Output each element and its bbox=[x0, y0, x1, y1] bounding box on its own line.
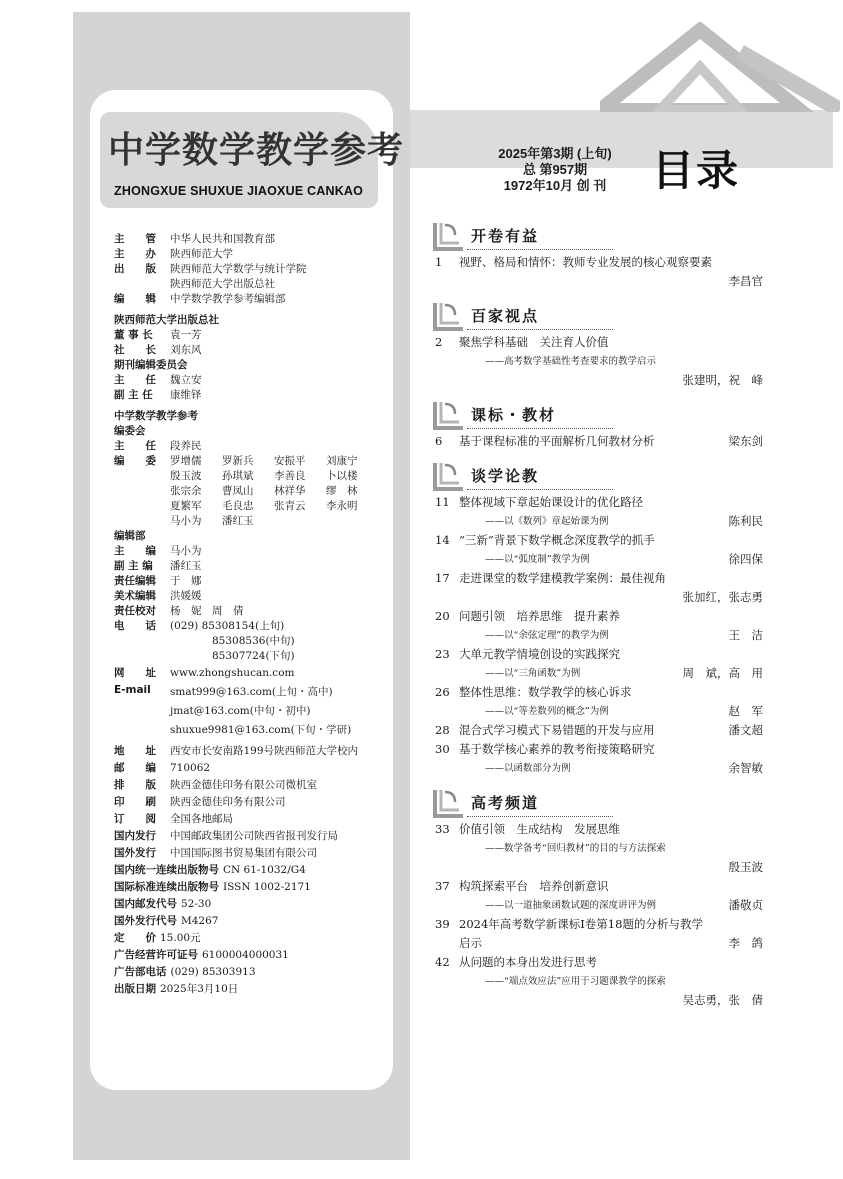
info-heading: 编辑部 bbox=[114, 530, 146, 542]
entry-line bbox=[433, 740, 763, 759]
article-title: 视野、格局和情怀：教师专业发展的核心观察要素 bbox=[459, 255, 712, 269]
info-row bbox=[114, 778, 404, 793]
info-label: 国际标准连续出版物号 bbox=[114, 881, 219, 893]
article-title: 大单元教学情境创设的实践探究 bbox=[459, 647, 620, 661]
info-row bbox=[114, 373, 404, 388]
article-author: 王 洁 bbox=[728, 628, 763, 642]
phone-line: 85308536(中旬) bbox=[212, 635, 295, 647]
page-number: 17 bbox=[435, 571, 450, 585]
info-value: 中国国际图书贸易集团有限公司 bbox=[170, 847, 317, 859]
info-value: www.zhongshucan.com bbox=[170, 667, 295, 679]
article-author: 殷玉波 bbox=[728, 860, 763, 874]
page-number: 2 bbox=[435, 335, 443, 349]
page-number: 28 bbox=[435, 723, 450, 737]
info-value: 陕西师范大学 bbox=[170, 248, 233, 260]
info-label: 排 版 bbox=[114, 779, 156, 791]
info-heading: 陕西师范大学出版总社 bbox=[114, 314, 219, 326]
article-title-cont: 启示 bbox=[459, 936, 482, 950]
committee-member: 殷玉波 bbox=[170, 470, 202, 482]
info-heading: 期刊编辑委员会 bbox=[114, 359, 188, 371]
info-label: 出 版 bbox=[114, 263, 156, 275]
entry-line bbox=[433, 569, 763, 588]
committee-member: 缪 林 bbox=[326, 485, 358, 497]
subtitle-text: ——以“等差数列的概念”为例 bbox=[485, 706, 609, 717]
info-row bbox=[114, 343, 404, 358]
article-author: 潘敬贞 bbox=[728, 898, 763, 912]
article-subtitle bbox=[433, 550, 763, 569]
page-number: 33 bbox=[435, 822, 450, 836]
entry-line bbox=[433, 432, 763, 451]
committee-member: 罗增儒 bbox=[170, 455, 202, 467]
info-row bbox=[114, 812, 404, 827]
section-name: 开卷有益 bbox=[471, 227, 540, 245]
section-icon bbox=[433, 400, 465, 430]
toc-entry[interactable] bbox=[433, 333, 763, 390]
info-row bbox=[114, 277, 404, 292]
toc-entry[interactable] bbox=[433, 493, 763, 531]
info-value: 于 娜 bbox=[170, 575, 202, 587]
committee-member: 罗新兵 bbox=[222, 455, 254, 467]
section-icon bbox=[433, 221, 465, 251]
committee-member: 安振平 bbox=[274, 455, 306, 467]
article-author: 周 斌，高 用 bbox=[682, 666, 763, 680]
info-row bbox=[114, 863, 404, 878]
info-label: 董 事 长 bbox=[114, 329, 153, 341]
committee-row bbox=[114, 454, 404, 529]
article-title: 2024年高考数学新课标Ⅰ卷第18题的分析与教学 bbox=[459, 917, 703, 931]
info-row bbox=[114, 604, 404, 619]
web-row bbox=[114, 666, 404, 681]
info-value: 15.00元 bbox=[160, 932, 201, 944]
info-value: 康维铎 bbox=[170, 389, 202, 401]
info-label: 主 管 bbox=[114, 233, 156, 245]
entry-line bbox=[433, 934, 763, 953]
entry-line bbox=[433, 333, 763, 352]
phone-line: 85307724(下旬) bbox=[212, 650, 295, 662]
info-row bbox=[114, 982, 404, 997]
info-row bbox=[114, 439, 404, 454]
subtitle-text: ——数学备考“回归教材”的目的与方法探索 bbox=[485, 843, 666, 854]
article-title: 价值引领 生成结构 发展思维 bbox=[459, 822, 620, 836]
info-label bbox=[114, 277, 170, 292]
info-row bbox=[114, 965, 404, 980]
committee-member: 孙琪斌 bbox=[222, 470, 254, 482]
section-divider bbox=[467, 816, 613, 817]
section-icon bbox=[433, 461, 465, 491]
info-value: 陕西金德佳印务有限公司 bbox=[170, 796, 286, 808]
info-row bbox=[114, 914, 404, 929]
committee-member: 李永明 bbox=[326, 500, 358, 512]
info-label: 国内发行 bbox=[114, 830, 156, 842]
email-line: shuxue9981@163.com(下旬・学研) bbox=[170, 724, 352, 736]
article-author: 李昌官 bbox=[728, 274, 763, 288]
info-value: 陕西师范大学数学与统计学院 bbox=[170, 263, 307, 275]
info-label: 责任校对 bbox=[114, 605, 156, 617]
page-number: 26 bbox=[435, 685, 450, 699]
entry-line bbox=[433, 721, 763, 740]
info-row bbox=[114, 744, 404, 759]
entry-line bbox=[433, 683, 763, 702]
subtitle-text: ——以“弧度制”教学为例 bbox=[485, 554, 590, 565]
info-label: 主 办 bbox=[114, 248, 156, 260]
article-author: 徐四保 bbox=[728, 552, 763, 566]
info-row bbox=[114, 829, 404, 844]
phone-values bbox=[170, 619, 295, 664]
issue-info bbox=[475, 146, 635, 194]
section-heading bbox=[433, 786, 763, 820]
info-row bbox=[114, 880, 404, 895]
toc-entry[interactable] bbox=[433, 953, 763, 1010]
section-heading bbox=[433, 299, 763, 333]
journal-latin-name: ZHONGXUE SHUXUE JIAOXUE CANKAO bbox=[114, 184, 364, 198]
info-label: 副 主 编 bbox=[114, 560, 153, 572]
article-title: 走进课堂的数学建模教学案例：最佳视角 bbox=[459, 571, 666, 585]
info-label: 电 话 bbox=[114, 620, 156, 632]
section-name: 高考频道 bbox=[471, 794, 540, 812]
article-title: 聚焦学科基础 关注育人价值 bbox=[459, 335, 609, 349]
article-subtitle bbox=[433, 839, 763, 858]
info-value: 中学数学教学参考编辑部 bbox=[170, 293, 286, 305]
toc-entry[interactable] bbox=[433, 820, 763, 877]
info-value: 中华人民共和国教育部 bbox=[170, 233, 275, 245]
info-value: 刘东风 bbox=[170, 344, 202, 356]
info-value: 袁一芳 bbox=[170, 329, 202, 341]
info-value: 中国邮政集团公司陕西省报刊发行局 bbox=[170, 830, 338, 842]
info-row bbox=[114, 292, 404, 307]
entry-line bbox=[433, 607, 763, 626]
entry-line bbox=[433, 953, 763, 972]
subtitle-text: ——高考数学基础性考查要求的教学启示 bbox=[485, 356, 657, 367]
entry-line bbox=[433, 915, 763, 934]
info-label: 邮 编 bbox=[114, 762, 156, 774]
info-value: 西安市长安南路199号陕西师范大学校内 bbox=[170, 745, 359, 757]
article-subtitle bbox=[433, 702, 763, 721]
committee-members bbox=[170, 454, 378, 529]
issue-number: 2025年第3期 (上旬) bbox=[498, 146, 612, 161]
subtitle-text: ——以“三角函数”为例 bbox=[485, 668, 581, 679]
article-title: 混合式学习模式下易错题的开发与应用 bbox=[459, 723, 655, 737]
info-label: 地 址 bbox=[114, 745, 156, 757]
info-label: 编 辑 bbox=[114, 293, 156, 305]
info-row bbox=[114, 948, 404, 963]
info-value: ISSN 1002-2171 bbox=[223, 881, 311, 893]
info-value: 52-30 bbox=[181, 898, 212, 910]
article-subtitle bbox=[433, 664, 763, 683]
issue-total: 总 第957期 bbox=[522, 162, 588, 177]
article-title: 问题引领 培养思维 提升素养 bbox=[459, 609, 620, 623]
section-heading bbox=[433, 398, 763, 432]
article-title: 基于课程标准的平面解析几何教材分析 bbox=[459, 434, 655, 448]
info-value: 洪媛媛 bbox=[170, 590, 202, 602]
table-of-contents bbox=[433, 215, 763, 1010]
page-number: 23 bbox=[435, 647, 450, 661]
info-row bbox=[114, 544, 404, 559]
article-subtitle bbox=[433, 626, 763, 645]
article-author: 吴志勇，张 倩 bbox=[682, 993, 763, 1007]
phone-line: (029) 85308154(上旬) bbox=[170, 620, 285, 632]
committee-member: 张宗余 bbox=[170, 485, 202, 497]
article-subtitle bbox=[433, 972, 763, 991]
info-label: 责任编辑 bbox=[114, 575, 156, 587]
toc-entry[interactable] bbox=[433, 607, 763, 645]
email-line: jmat@163.com(中旬・初中) bbox=[170, 705, 311, 717]
info-value: (029) 85303913 bbox=[170, 966, 256, 978]
entry-line bbox=[433, 877, 763, 896]
info-label: 订 阅 bbox=[114, 813, 156, 825]
info-label: 国内统一连续出版物号 bbox=[114, 864, 219, 876]
email-values bbox=[170, 683, 351, 740]
info-value: 杨 妮 周 倩 bbox=[170, 605, 244, 617]
info-row bbox=[114, 328, 404, 343]
committee-member: 夏繁军 bbox=[170, 500, 202, 512]
article-author: 张建明，祝 峰 bbox=[682, 373, 763, 387]
info-row bbox=[114, 247, 404, 262]
info-label: 美术编辑 bbox=[114, 590, 156, 602]
section-divider bbox=[467, 329, 613, 330]
article-author: 赵 军 bbox=[728, 704, 763, 718]
toc-entry[interactable] bbox=[433, 432, 763, 451]
info-label: 印 刷 bbox=[114, 796, 156, 808]
info-row bbox=[114, 232, 404, 247]
article-title: 整体性思维：数学教学的核心诉求 bbox=[459, 685, 632, 699]
subtitle-text: ——以“余弦定理”的教学为例 bbox=[485, 630, 609, 641]
entry-line bbox=[433, 493, 763, 512]
entry-line bbox=[433, 531, 763, 550]
section-divider bbox=[467, 249, 613, 250]
info-label: 副 主 任 bbox=[114, 389, 153, 401]
info-value: 陕西金德佳印务有限公司微机室 bbox=[170, 779, 317, 791]
page-number: 37 bbox=[435, 879, 450, 893]
info-label: 国外发行 bbox=[114, 847, 156, 859]
article-author: 张加红，张志勇 bbox=[682, 590, 763, 604]
info-row bbox=[114, 559, 404, 574]
info-row bbox=[114, 761, 404, 776]
section-divider bbox=[467, 489, 613, 490]
info-heading: 中学数学教学参考 bbox=[114, 410, 198, 422]
article-subtitle bbox=[433, 896, 763, 915]
info-row bbox=[114, 795, 404, 810]
toc-entry[interactable] bbox=[433, 740, 763, 778]
page-number: 42 bbox=[435, 955, 450, 969]
phone-row bbox=[114, 619, 404, 664]
info-value: 段养民 bbox=[170, 440, 202, 452]
page-number: 20 bbox=[435, 609, 450, 623]
info-label: 主 任 bbox=[114, 374, 156, 386]
info-row bbox=[114, 589, 404, 604]
info-label: 主 任 bbox=[114, 440, 156, 452]
entry-line bbox=[433, 253, 763, 272]
section-name: 课标・教材 bbox=[471, 406, 557, 424]
info-row bbox=[114, 931, 404, 946]
article-title: 整体视域下章起始课设计的优化路径 bbox=[459, 495, 643, 509]
info-value: 陕西师范大学出版总社 bbox=[170, 278, 275, 290]
article-title: 构筑探索平台 培养创新意识 bbox=[459, 879, 609, 893]
section-divider bbox=[467, 428, 613, 429]
page-number: 6 bbox=[435, 434, 443, 448]
article-author: 陈利民 bbox=[728, 514, 763, 528]
info-label: E-mail bbox=[114, 684, 151, 696]
section-name: 百家视点 bbox=[471, 307, 540, 325]
section-icon bbox=[433, 301, 465, 331]
article-author: 梁东剑 bbox=[728, 434, 763, 448]
info-label: 主 编 bbox=[114, 545, 156, 557]
toc-title: 目录 bbox=[652, 146, 741, 195]
section-heading bbox=[433, 219, 763, 253]
committee-member: 林祥华 bbox=[274, 485, 306, 497]
committee-member: 曹凤山 bbox=[222, 485, 254, 497]
article-author: 余智敏 bbox=[728, 761, 763, 775]
committee-member: 张青云 bbox=[274, 500, 306, 512]
info-label: 编 委 bbox=[114, 455, 156, 467]
subtitle-text: ——以《数列》章起始课为例 bbox=[485, 516, 609, 527]
info-label: 定 价 bbox=[114, 932, 156, 944]
masthead-info bbox=[114, 232, 404, 997]
committee-member: 刘康宁 bbox=[326, 455, 358, 467]
subtitle-text: ——以函数部分为例 bbox=[485, 763, 571, 774]
toc-entry[interactable] bbox=[433, 915, 763, 953]
committee-member: 卜以楼 bbox=[326, 470, 358, 482]
info-row bbox=[114, 846, 404, 861]
article-author: 潘文超 bbox=[728, 723, 763, 737]
roof-graphic bbox=[600, 22, 840, 112]
info-label: 网 址 bbox=[114, 667, 156, 679]
info-value: 2025年3月10日 bbox=[160, 983, 239, 995]
entry-line bbox=[433, 820, 763, 839]
entry-line bbox=[433, 645, 763, 664]
article-title: 从问题的本身出发进行思考 bbox=[459, 955, 597, 969]
info-row bbox=[114, 574, 404, 589]
email-line: smat999@163.com(上旬・高中) bbox=[170, 686, 333, 698]
info-value: M4267 bbox=[181, 915, 219, 927]
page-number: 1 bbox=[435, 255, 443, 269]
section-heading bbox=[433, 459, 763, 493]
toc-entry[interactable] bbox=[433, 645, 763, 683]
subtitle-text: ——“端点效应法”应用于习题课教学的探索 bbox=[485, 976, 666, 987]
article-title: “三新”背景下数学概念深度教学的抓手 bbox=[459, 533, 655, 547]
info-row bbox=[114, 388, 404, 403]
section-name: 谈学论教 bbox=[471, 467, 540, 485]
toc-entry[interactable] bbox=[433, 569, 763, 607]
info-label: 国外发行代号 bbox=[114, 915, 177, 927]
info-label: 出版日期 bbox=[114, 983, 156, 995]
info-value: 魏立安 bbox=[170, 374, 202, 386]
toc-entry[interactable] bbox=[433, 253, 763, 291]
info-label: 社 长 bbox=[114, 344, 156, 356]
page-number: 11 bbox=[435, 495, 450, 509]
toc-entry[interactable] bbox=[433, 877, 763, 915]
section-icon bbox=[433, 788, 465, 818]
issue-founded: 1972年10月 创 刊 bbox=[503, 178, 607, 193]
info-row bbox=[114, 897, 404, 912]
committee-member: 毛良忠 bbox=[222, 500, 254, 512]
subtitle-text: ——以一道抽象函数试题的深度讲评为例 bbox=[485, 900, 657, 911]
info-value: 潘红玉 bbox=[170, 560, 202, 572]
info-value: CN 61-1032/G4 bbox=[223, 864, 306, 876]
page-number: 39 bbox=[435, 917, 450, 931]
toc-entry[interactable] bbox=[433, 683, 763, 721]
info-label: 广告部电话 bbox=[114, 966, 167, 978]
page-number-spacer bbox=[433, 934, 459, 953]
toc-entry[interactable] bbox=[433, 721, 763, 740]
info-value: 6100004000031 bbox=[202, 949, 289, 961]
article-subtitle bbox=[433, 512, 763, 531]
article-title: 基于数学核心素养的教考衔接策略研究 bbox=[459, 742, 655, 756]
info-row bbox=[114, 262, 404, 277]
article-subtitle bbox=[433, 352, 763, 371]
article-subtitle bbox=[433, 759, 763, 778]
info-heading: 编委会 bbox=[114, 425, 146, 437]
article-author: 李 鸽 bbox=[728, 936, 763, 950]
page-number: 14 bbox=[435, 533, 450, 547]
email-row bbox=[114, 683, 404, 740]
toc-entry[interactable] bbox=[433, 531, 763, 569]
info-label: 广告经营许可证号 bbox=[114, 949, 198, 961]
info-label: 国内邮发代号 bbox=[114, 898, 177, 910]
info-value: 全国各地邮局 bbox=[170, 813, 233, 825]
info-value: 马小为 bbox=[170, 545, 202, 557]
committee-member: 李善良 bbox=[274, 470, 306, 482]
committee-member: 马小为 bbox=[170, 515, 202, 527]
page-number: 30 bbox=[435, 742, 450, 756]
info-value: 710062 bbox=[170, 762, 211, 774]
journal-logo: 中学数学教学参考 bbox=[108, 129, 405, 171]
committee-member: 潘红玉 bbox=[222, 515, 254, 527]
